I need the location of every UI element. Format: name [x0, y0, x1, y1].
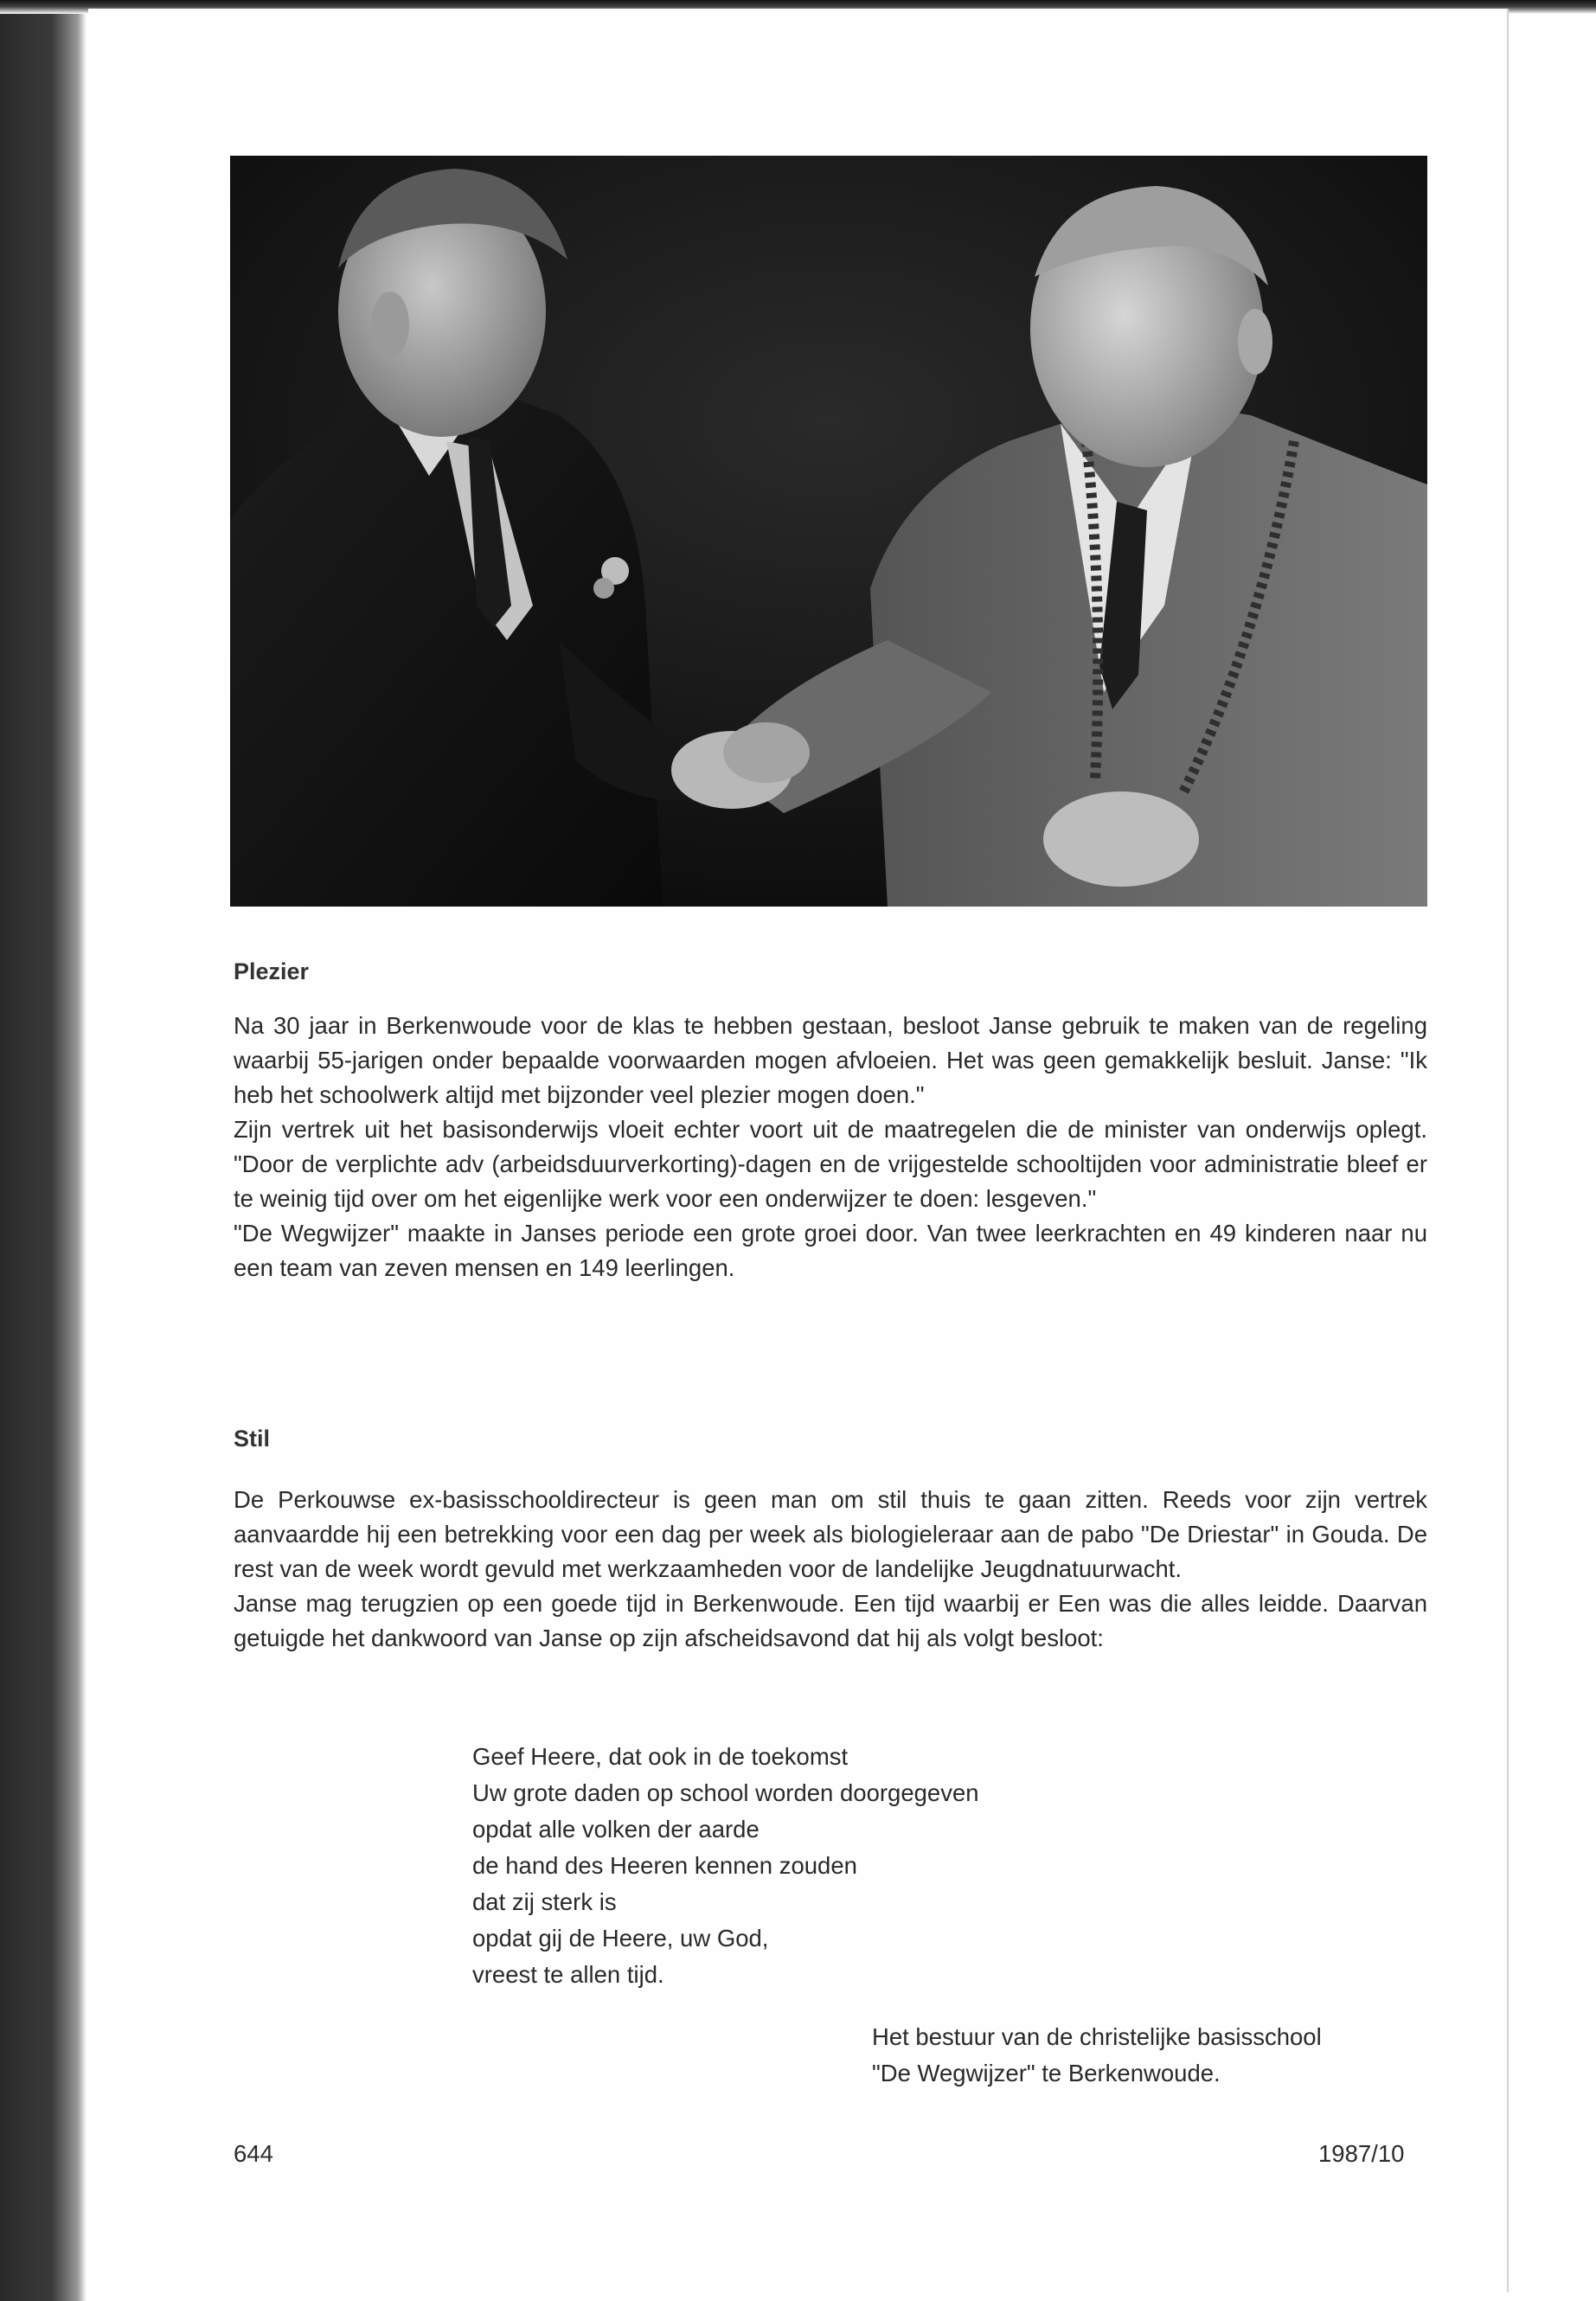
section-body-stil — [234, 1483, 1427, 1656]
paragraph: Na 30 jaar in Berkenwoude voor de klas te hebben gestaan, besloot Janse gebruik te maken van de regeling waarbij 55-jarigen onder bepaalde voorwaarden mogen afvloeien. Het was geen gemakkelijk besluit. Janse: "Ik heb het schoolwerk altijd met bijzonder veel plezier mogen doen." — [234, 1012, 1427, 1108]
paragraph: "De Wegwijzer" maakte in Janses periode een grote groei door. Van twee leerkrachten en 49 kinderen naar nu een team van zeven mensen en 149 leerlingen. — [234, 1220, 1427, 1281]
section-body-plezier — [234, 1009, 1427, 1285]
signature-line: "De Wegwijzer" te Berkenwoude. — [872, 2060, 1221, 2086]
paragraph: Janse mag terugzien op een goede tijd in Berkenwoude. Een tijd waarbij er Een was die alles leidde. Daarvan getuigde het dankwoord van Janse op zijn afscheidsavond dat hij als volgt besloot: — [234, 1590, 1427, 1651]
poem — [472, 1739, 979, 1993]
paragraph: De Perkouwse ex-basisschooldirecteur is geen man om stil thuis te gaan zitten. Reeds voor zijn vertrek aanvaardde hij een betrekking voor een dag per week als biologieleraar aan de pabo "De Driestar" in Gouda. De rest van de week wordt gevuld met werkzaamheden voor de landelijke Jeugdnatuurwacht. — [234, 1486, 1427, 1582]
signature-line: Het bestuur van de christelijke basisschool — [872, 2023, 1322, 2050]
poem-line: de hand des Heeren kennen zouden — [472, 1852, 857, 1879]
section-heading-stil: Stil — [234, 1426, 271, 1452]
scan-edge-left — [0, 0, 87, 2301]
poem-line: Geef Heere, dat ook in de toekomst — [472, 1743, 849, 1770]
poem-line: opdat alle volken der aarde — [472, 1816, 760, 1843]
page-number: 644 — [234, 2140, 273, 2167]
issue-number: 1987/10 — [1318, 2140, 1405, 2167]
section-heading-plezier: Plezier — [234, 958, 310, 984]
poem-line: vreest te allen tijd. — [472, 1961, 664, 1988]
signature — [872, 2019, 1322, 2092]
handshake-photo — [230, 156, 1427, 907]
paragraph: Zijn vertrek uit het basisonderwijs vloeit echter voort uit de maatregelen die de minister van onderwijs oplegt. "Door de verplichte adv (arbeidsduurverkorting)-dagen en de vrijgestelde schooltijden voor administratie bleef er te weinig tijd over om het eigenlijke werk voor een onderwijzer te doen: lesgeven." — [234, 1116, 1427, 1212]
poem-line: opdat gij de Heere, uw God, — [472, 1925, 769, 1952]
poem-line: Uw grote daden op school worden doorgegeven — [472, 1779, 979, 1806]
poem-line: dat zij sterk is — [472, 1888, 617, 1915]
